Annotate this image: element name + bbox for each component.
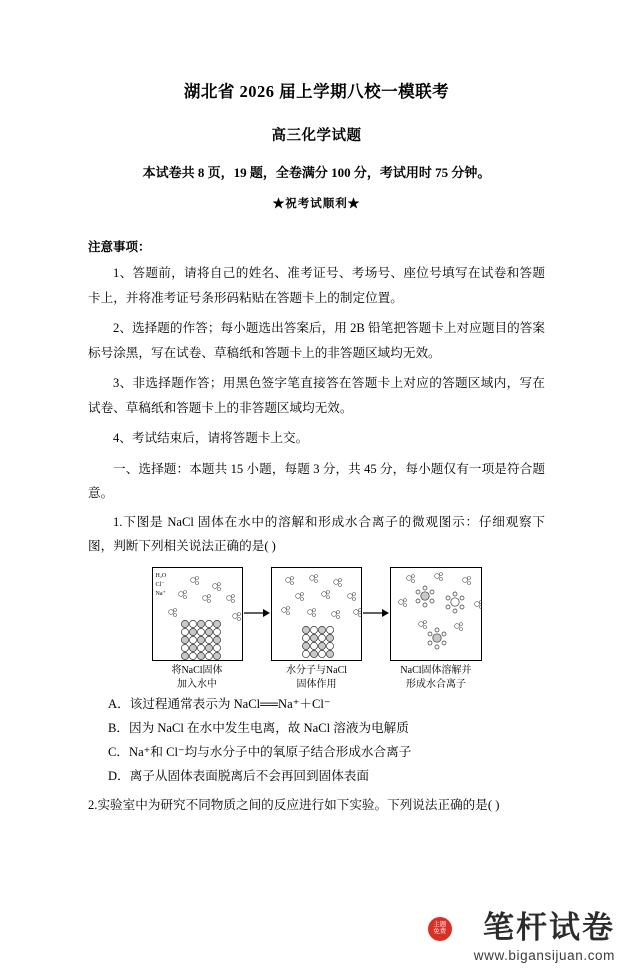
- section-heading-choice: 一、选择题：本题共 15 小题，每题 3 分，共 45 分，每小题仅有一项是符合题意。: [88, 461, 545, 501]
- notice-heading: 注意事项：: [88, 240, 151, 254]
- watermark: [433, 902, 615, 963]
- figure-panel-3: [390, 567, 481, 661]
- figure-arrow-2: [362, 567, 390, 659]
- panel-2-graphic: [272, 568, 362, 660]
- question-1-stem: 1.下图是 NaCl 固体在水中的溶解和形成水合离子的微观图示：仔细观察下图，判断下列相关说法正确的是( ): [88, 514, 545, 554]
- question-1-options: [108, 693, 545, 789]
- notice-item-2: 2、选择题的作答；每小题选出答案后，用 2B 铅笔把答题卡上对应题目的答案标号涂黑，写在试卷、草稿纸和答题卡上的非答题区域均无效。: [88, 321, 545, 360]
- document-page: [0, 78, 633, 971]
- legend-water: H₂O: [155, 573, 167, 580]
- watermark-title: 笔杆试卷: [483, 910, 615, 945]
- question-1-option-c: C．Na⁺和 Cl⁻均与水分子中的氧原子结合形成水合离子: [108, 744, 412, 759]
- notice-item-4: 4、考试结束后，请将答题卡上交。: [113, 431, 309, 446]
- figure-arrow-1: [243, 567, 271, 659]
- panel-3-graphic: [391, 568, 481, 660]
- notice-item-1: 1、答题前，请将自己的姓名、准考证号、考场号、座位号填写在试卷和答题卡上，并将准考证号条形码粘贴在答题卡上的制定位置。: [88, 266, 545, 305]
- figure-captions: [152, 664, 482, 691]
- legend-chloride: Cl⁻: [155, 582, 165, 589]
- good-luck-note: ★祝考试顺利★: [272, 198, 361, 210]
- page-title: 湖北省 2026 届上学期八校一模联考: [183, 82, 450, 101]
- question-1-option-b: B．因为 NaCl 在水中发生电离，故 NaCl 溶液为电解质: [108, 720, 409, 735]
- watermark-url: www.bigansijuan.com: [473, 948, 615, 963]
- figure-panel-2: [271, 567, 362, 661]
- figure-legend: [156, 572, 167, 599]
- question-2-stem: 2.实验室中为研究不同物质之间的反应进行如下实验。下列说法正确的是( ): [88, 797, 500, 812]
- legend-sodium: Na⁺: [155, 591, 166, 598]
- notice-item-3: 3、非选择题作答；用黑色签字笔直接答在答题卡上对应的答题区域内，写在试卷、草稿纸和答题卡上的非答题区域均无效。: [88, 376, 545, 415]
- figure-caption-3: NaCl固体溶解并 形成水合离子: [400, 665, 472, 690]
- page-subtitle: 高三化学试题: [271, 128, 362, 144]
- figure-caption-1: 将NaCl固体 加入水中: [171, 665, 223, 690]
- question-1-option-d: D．离子从固体表面脱离后不会再回到固体表面: [108, 768, 369, 783]
- exam-meta: 本试卷共 8 页，19 题，全卷满分 100 分，考试用时 75 分钟。: [142, 165, 491, 180]
- question-1-figure: [152, 567, 482, 691]
- watermark-badge: 主题 免费: [428, 917, 452, 941]
- question-1-option-a: A．该过程通常表示为 NaCl══Na⁺＋Cl⁻: [108, 697, 331, 712]
- figure-caption-2: 水分子与NaCl 固体作用: [285, 665, 348, 690]
- figure-panel-1: [152, 567, 243, 661]
- figure-panels: [152, 567, 482, 661]
